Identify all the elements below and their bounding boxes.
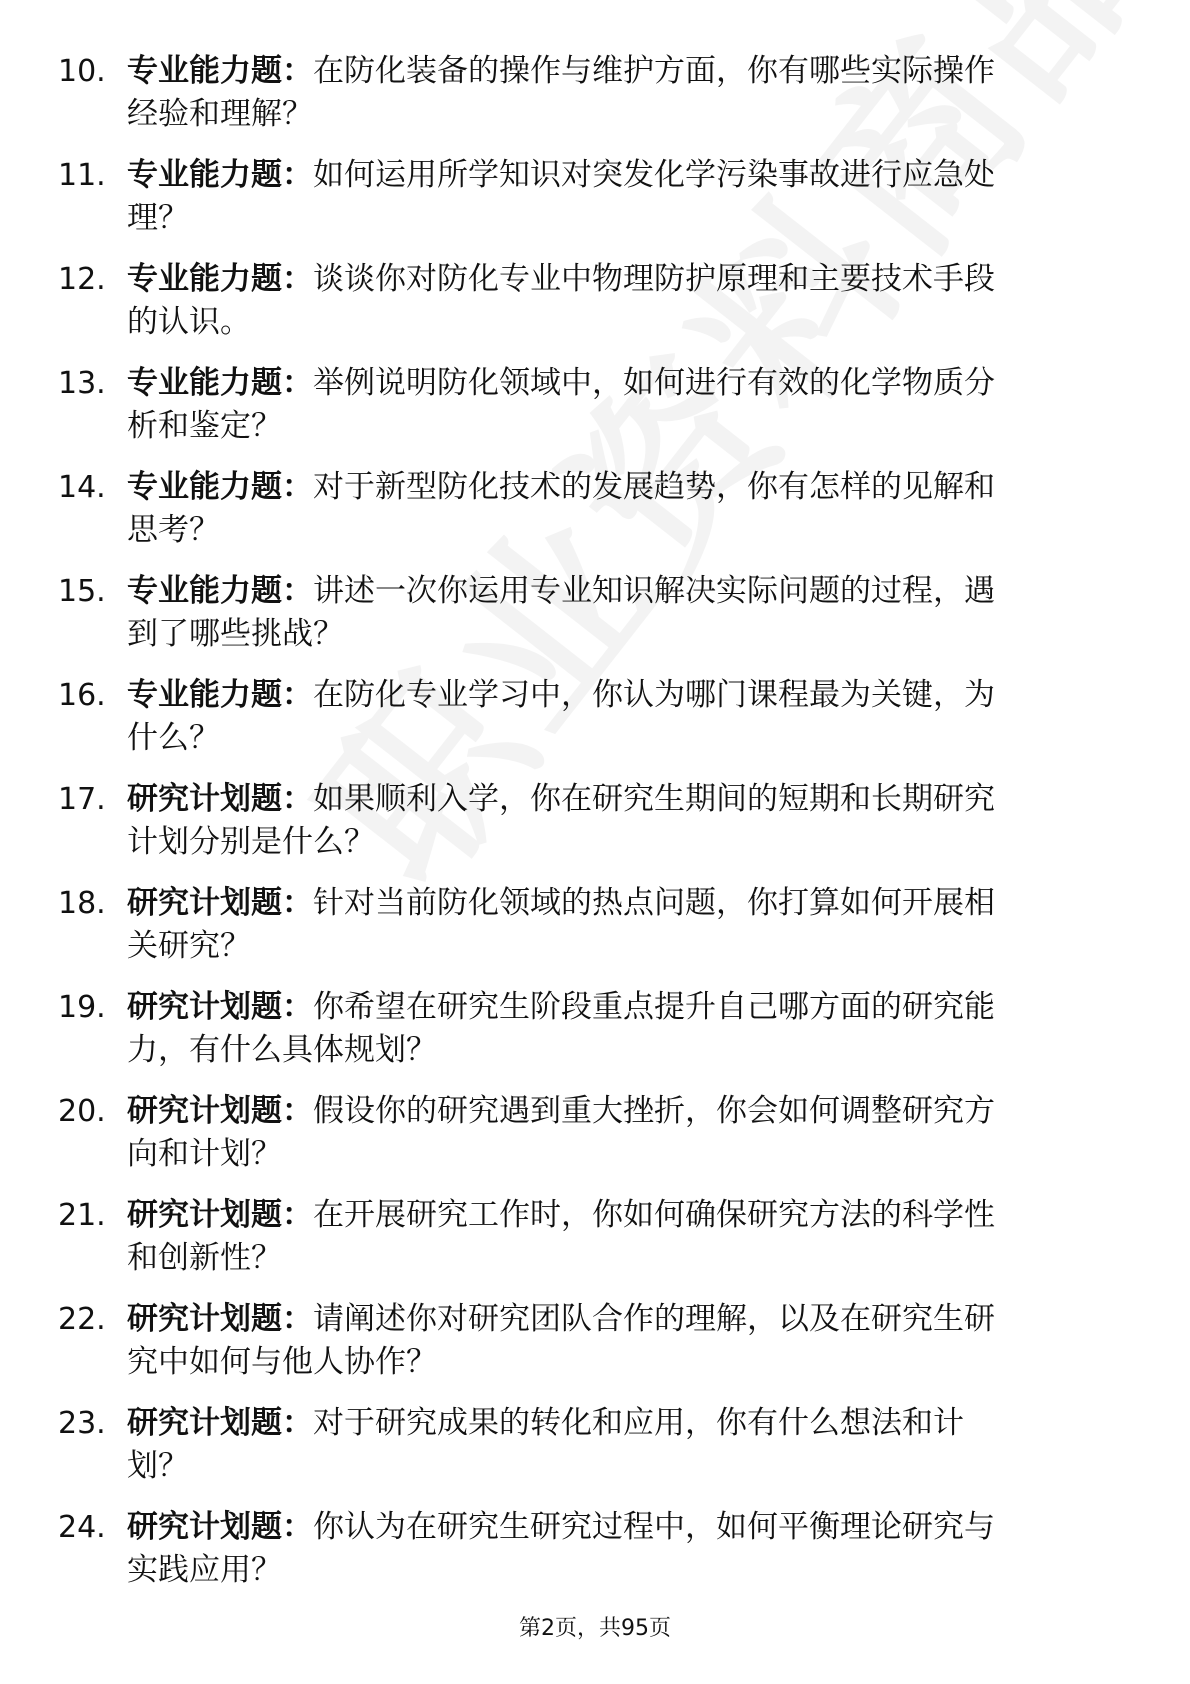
page-footer: 第2页，共95页 (519, 1616, 671, 1641)
question-category: 专业能力题： (127, 365, 313, 401)
question-text (127, 50, 1117, 136)
question-line-1: 举例说明防化领域中，如何进行有效的化学物质分 (313, 365, 995, 401)
question-category: 专业能力题： (127, 261, 313, 297)
question-item (0, 1194, 1190, 1298)
question-number: 10. (58, 54, 106, 89)
question-item (0, 882, 1190, 986)
question-number: 24. (58, 1510, 106, 1545)
question-category: 专业能力题： (127, 157, 313, 193)
question-category: 研究计划题： (127, 1301, 313, 1337)
question-text (127, 778, 1117, 864)
question-text (127, 1090, 1117, 1176)
question-number: 21. (58, 1198, 106, 1233)
question-number: 14. (58, 470, 106, 505)
question-item (0, 570, 1190, 674)
question-text (127, 466, 1117, 552)
question-line-2: 析和鉴定？ (127, 408, 282, 444)
question-line-1: 你希望在研究生阶段重点提升自己哪方面的研究能 (313, 989, 995, 1025)
question-category: 研究计划题： (127, 781, 313, 817)
question-text (127, 882, 1117, 968)
question-item (0, 986, 1190, 1090)
question-text (127, 1298, 1117, 1384)
question-line-1: 如果顺利入学，你在研究生期间的短期和长期研究 (313, 781, 995, 817)
question-line-2: 什么？ (127, 720, 220, 756)
question-text (127, 154, 1117, 240)
question-line-2: 和创新性？ (127, 1240, 282, 1276)
question-item (0, 1506, 1190, 1610)
question-category: 研究计划题： (127, 1405, 313, 1441)
question-category: 研究计划题： (127, 1093, 313, 1129)
question-category: 研究计划题： (127, 1197, 313, 1233)
question-number: 17. (58, 782, 106, 817)
question-line-1: 在开展研究工作时，你如何确保研究方法的科学性 (313, 1197, 995, 1233)
question-text (127, 570, 1117, 656)
question-line-1: 在防化装备的操作与维护方面，你有哪些实际操作 (313, 53, 995, 89)
question-number: 22. (58, 1302, 106, 1337)
question-item (0, 362, 1190, 466)
question-line-2: 实践应用？ (127, 1552, 282, 1588)
question-item (0, 1402, 1190, 1506)
question-category: 专业能力题： (127, 469, 313, 505)
question-line-1: 对于新型防化技术的发展趋势，你有怎样的见解和 (313, 469, 995, 505)
question-line-2: 的认识。 (127, 304, 251, 340)
question-line-2: 到了哪些挑战？ (127, 616, 344, 652)
question-line-1: 对于研究成果的转化和应用，你有什么想法和计 (313, 1405, 964, 1441)
question-line-1: 你认为在研究生研究过程中，如何平衡理论研究与 (313, 1509, 995, 1545)
question-item (0, 466, 1190, 570)
question-line-2: 向和计划？ (127, 1136, 282, 1172)
question-item (0, 258, 1190, 362)
question-line-1: 针对当前防化领域的热点问题，你打算如何开展相 (313, 885, 995, 921)
question-item (0, 154, 1190, 258)
question-category: 专业能力题： (127, 53, 313, 89)
question-text (127, 1506, 1117, 1592)
question-line-1: 假设你的研究遇到重大挫折，你会如何调整研究方 (313, 1093, 995, 1129)
question-category: 专业能力题： (127, 573, 313, 609)
question-line-2: 究中如何与他人协作？ (127, 1344, 437, 1380)
question-text (127, 362, 1117, 448)
question-category: 研究计划题： (127, 885, 313, 921)
question-number: 16. (58, 678, 106, 713)
question-number: 18. (58, 886, 106, 921)
question-item (0, 1090, 1190, 1194)
question-text (127, 674, 1117, 760)
question-number: 23. (58, 1406, 106, 1441)
question-text (127, 1194, 1117, 1280)
question-line-1: 请阐述你对研究团队合作的理解，以及在研究生研 (313, 1301, 995, 1337)
question-item (0, 1298, 1190, 1402)
question-line-2: 关研究？ (127, 928, 251, 964)
question-line-2: 计划分别是什么？ (127, 824, 375, 860)
question-number: 12. (58, 262, 106, 297)
question-number: 20. (58, 1094, 106, 1129)
question-line-1: 讲述一次你运用专业知识解决实际问题的过程，遇 (313, 573, 995, 609)
question-number: 15. (58, 574, 106, 609)
question-number: 11. (58, 158, 106, 193)
question-item (0, 674, 1190, 778)
question-item (0, 50, 1190, 154)
question-category: 专业能力题： (127, 677, 313, 713)
question-text (127, 1402, 1117, 1488)
question-line-2: 力，有什么具体规划？ (127, 1032, 437, 1068)
question-text (127, 258, 1117, 344)
question-line-2: 理？ (127, 200, 189, 236)
question-category: 研究计划题： (127, 989, 313, 1025)
question-line-2: 经验和理解？ (127, 96, 313, 132)
question-line-1: 如何运用所学知识对突发化学污染事故进行应急处 (313, 157, 995, 193)
question-number: 19. (58, 990, 106, 1025)
question-number: 13. (58, 366, 106, 401)
question-text (127, 986, 1117, 1072)
question-line-1: 谈谈你对防化专业中物理防护原理和主要技术手段 (313, 261, 995, 297)
question-line-2: 划？ (127, 1448, 189, 1484)
question-line-2: 思考？ (127, 512, 220, 548)
question-list (0, 50, 1190, 1610)
question-category: 研究计划题： (127, 1509, 313, 1545)
question-line-1: 在防化专业学习中，你认为哪门课程最为关键，为 (313, 677, 995, 713)
question-item (0, 778, 1190, 882)
